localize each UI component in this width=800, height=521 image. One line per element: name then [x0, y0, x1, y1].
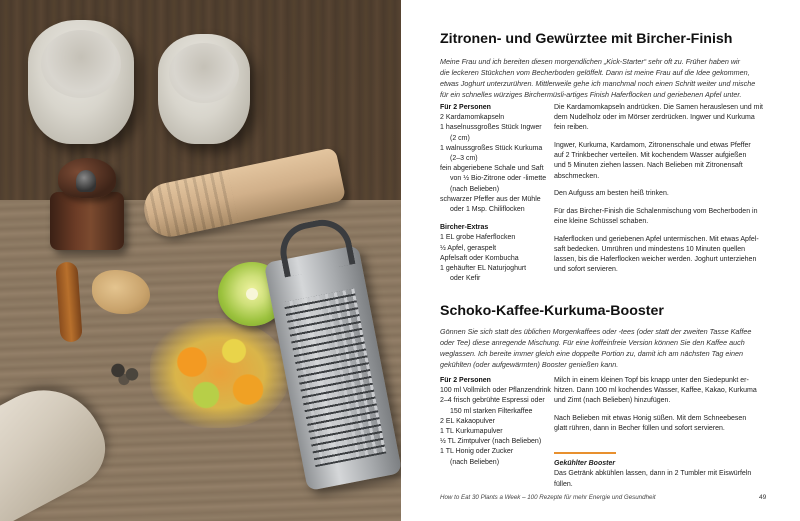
method-step — [554, 103, 770, 134]
spacer — [440, 215, 548, 223]
text-line: abschmecken. — [554, 172, 600, 180]
text-line: Milch in einem kleinen Topf bis knapp unter den Siedepunkt er- — [554, 377, 749, 384]
recipe-intro — [440, 56, 768, 100]
text-line: für ein schnelles würziges Birchermüsli-artiges Finish Haferflocken und geriebenen Apfel unter. — [440, 90, 742, 99]
method-step — [554, 414, 770, 434]
note-accent-rule — [554, 452, 616, 454]
text-line: dem Nudelholz oder im Mörser zerdrücken. Ingwer und Kurkuma — [554, 114, 755, 122]
ingredient-item: fein abgeriebene Schale und Saft — [440, 165, 544, 173]
ingredient-item: 1 TL Kurkumapulver — [440, 428, 503, 436]
text-line: und sofort servieren. — [554, 266, 618, 274]
recipe-title: Zitronen- und Gewürztee mit Bircher-Finish — [440, 31, 733, 47]
ingredient-item: von ½ Bio-Zitrone oder -limette — [450, 175, 547, 183]
ingredient-item: 2 Kardamomkapseln — [440, 114, 505, 122]
ingredient-item: (nach Belieben) — [450, 458, 500, 466]
ingredient-item: 1 haselnussgroßes Stück Ingwer — [440, 124, 542, 132]
ingredient-item: 100 ml Vollmilch oder Pflanzendrink — [440, 387, 551, 395]
text-line: lassen, bis die Haferflocken weicher werden. Joghurt unterziehen — [554, 256, 757, 263]
ingredient-item: oder 1 Msp. Chiliflocken — [450, 206, 525, 214]
ingredient-item: (2 cm) — [450, 134, 470, 142]
peppercorns — [106, 360, 146, 386]
method-step — [554, 376, 770, 407]
ingredient-item: ½ TL Zimtpulver (nach Belieben) — [440, 438, 542, 446]
text-line: oder Tee) diese anregende Mischung. Für eine koffeinfreie Version können Sie den Kaffee auch — [440, 338, 745, 347]
ingredient-list — [440, 103, 548, 284]
ingredient-item: ½ Apfel, geraspelt — [440, 244, 497, 252]
ingredient-item: 1 EL grobe Haferflocken — [440, 234, 516, 242]
text-line: eine kleine Schüssel schaben. — [554, 218, 649, 225]
text-line: Für das Bircher-Finish die Schalenmischung vom Becherboden in — [554, 207, 758, 215]
text-line: weglassen. Ich bereite immer gleich eine doppelte Portion zu, damit ich am nächsten Tag einen — [440, 349, 743, 358]
text-line: hitzen. Dann 100 ml kochendes Wasser, Kaffee, Kakao, Kurkuma — [554, 387, 757, 395]
method-step — [554, 207, 770, 227]
ingredient-item: 1 walnussgroßes Stück Kurkuma — [440, 144, 543, 152]
ingredient-item: 2–4 frisch gebrühte Espressi oder — [440, 397, 545, 405]
text-line: Den Aufguss am besten heiß trinken. — [554, 190, 669, 198]
ingredient-item: 2 EL Kakaopulver — [440, 417, 495, 425]
ingredient-item: Apfelsaft oder Kombucha — [440, 254, 519, 262]
page-number: 49 — [759, 494, 767, 501]
recipe-method — [554, 103, 770, 283]
ingredient-item: oder Kefir — [450, 275, 481, 283]
ingredient-item: (2–3 cm) — [450, 155, 478, 163]
method-step — [554, 235, 770, 276]
servings-heading: Für 2 Personen — [440, 377, 491, 384]
ingredient-item: 1 TL Honig oder Zucker — [440, 448, 514, 456]
grated-zest — [150, 318, 290, 428]
servings-heading: Für 2 Personen — [440, 104, 491, 111]
text-line: Nach Belieben mit etwas Honig süßen. Mit dem Schneebesen — [554, 415, 747, 422]
ingredient-item: (nach Belieben) — [450, 185, 500, 193]
running-footer: How to Eat 30 Plants a Week – 100 Rezepte für mehr Energie und Gesundheit — [440, 494, 656, 501]
recipe-note — [554, 459, 770, 490]
text-line: saft bedecken. Umrühren und mindestens 10 Minuten quellen — [554, 245, 746, 253]
ceramic-cup — [28, 20, 134, 144]
extras-heading: Bircher-Extras — [440, 224, 489, 232]
text-line: Meine Frau und ich bereiten diesen morgendlichen „Kick-Starter“ sehr oft zu. Früher haben wir — [440, 57, 741, 66]
text-line: und 5 Minuten ziehen lassen. Nach Belieben mit Zitronensaft — [554, 162, 743, 170]
recipe-intro — [440, 326, 768, 370]
text-line: Haferflocken und geriebenen Apfel untermischen. Mit etwas Apfel- — [554, 235, 759, 243]
text-line: Ingwer, Kurkuma, Kardamom, Zitronenschale und etwas Pfeffer — [554, 142, 751, 149]
method-step — [554, 141, 770, 182]
text-line: glatt rühren, dann in Becher füllen und sofort servieren. — [554, 425, 725, 433]
text-line: fein reiben. — [554, 124, 589, 132]
text-line: die leckeren Stückchen vom Becherboden gelöffelt. Dann ist meine Frau auf die Idee gekommen, — [440, 68, 750, 77]
text-line: auf 2 Trinkbecher verteilen. Mit kochendem Wasser aufgießen — [554, 152, 747, 160]
recipe-title: Schoko-Kaffee-Kurkuma-Booster — [440, 303, 664, 319]
ingredient-item: 1 gehäufter EL Naturjoghurt — [440, 265, 527, 273]
ingredient-item: schwarzer Pfeffer aus der Mühle — [440, 195, 541, 203]
note-text: Das Getränk abkühlen lassen, dann in 2 Tumbler mit Eiswürfeln füllen. — [554, 470, 752, 488]
text-line: Gönnen Sie sich statt des üblichen Morgenkaffees oder -tees (oder statt der zweiten Tasse Kaffee — [440, 327, 752, 336]
text-line: Die Kardamomkapseln andrücken. Die Samen herauslesen und mit — [554, 104, 763, 111]
method-step — [554, 189, 770, 199]
recipe-method — [554, 376, 770, 442]
ingredient-item: 150 ml starken Filterkaffee — [450, 407, 533, 415]
note-title: Gekühlter Booster — [554, 460, 616, 467]
text-line: etwas Joghurt unterzurühren. Mittlerweile gehe ich manchmal noch einen Schritt weiter und mische — [440, 79, 756, 88]
text-line: gekühlten (oder aufgewärmten) Booster genießen kann. — [440, 360, 619, 369]
text-line: und Zimt (nach Belieben) hinzufügen. — [554, 397, 671, 405]
ingredient-list — [440, 376, 551, 468]
pepper-mill — [50, 192, 124, 250]
pepper-mill-knob — [76, 170, 96, 192]
ceramic-cup — [158, 34, 250, 144]
